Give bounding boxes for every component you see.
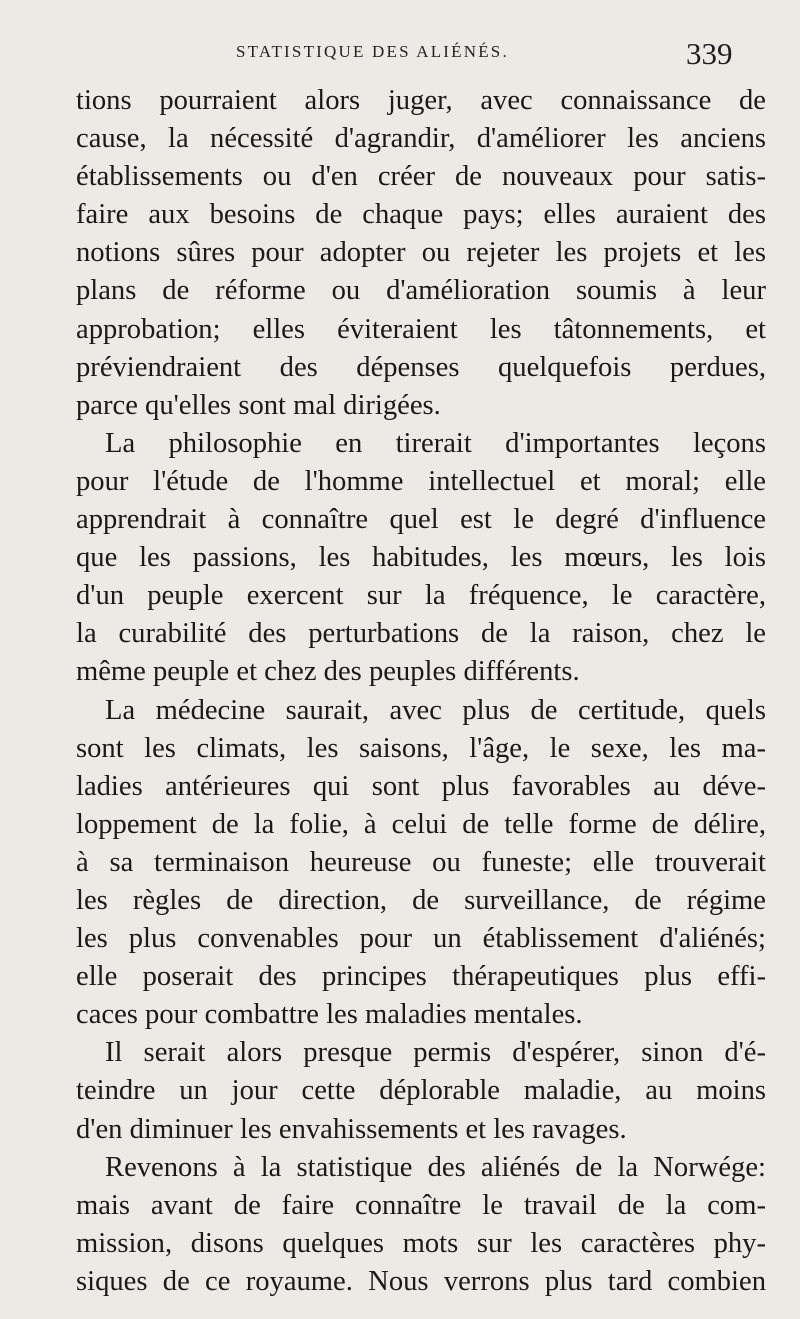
text-line: approbation; elles éviteraient les tâtonnements, et (76, 313, 766, 345)
text-line: siques de ce royaume. Nous verrons plus tard combien (76, 1265, 766, 1297)
text-line: à sa terminaison heureuse ou funeste; elle trouverait (76, 846, 766, 878)
text-line: faire aux besoins de chaque pays; elles auraient des (76, 199, 766, 231)
text-line: sont les climats, les saisons, l'âge, le sexe, les ma- (76, 732, 766, 764)
text-line: les règles de direction, de surveillance, de régime (76, 884, 766, 916)
text-line: tions pourraient alors juger, avec connaissance de (76, 85, 766, 116)
text-line: pour l'étude de l'homme intellectuel et moral; elle (76, 465, 766, 497)
running-head: STATISTIQUE DES ALIÉNÉS. (236, 42, 509, 61)
text-line: caces pour combattre les maladies mentales. (76, 999, 583, 1031)
body-text (76, 82, 766, 1301)
text-line: apprendrait à connaître quel est le degré d'influence (76, 504, 766, 536)
text-line: d'un peuple exercent sur la fréquence, le caractère, (76, 580, 766, 612)
text-line: teindre un jour cette déplorable maladie, au moins (76, 1075, 766, 1107)
text-line: La philosophie en tirerait d'importantes leçons (105, 427, 766, 459)
text-line: mais avant de faire connaître le travail de la com- (76, 1189, 766, 1221)
text-line: parce qu'elles sont mal dirigées. (76, 389, 441, 421)
text-line: préviendraient des dépenses quelquefois perdues, (76, 351, 766, 383)
text-line: Il serait alors presque permis d'espérer, sinon d'é- (105, 1037, 766, 1069)
text-line: cause, la nécessité d'agrandir, d'améliorer les anciens (76, 123, 766, 155)
text-line: Revenons à la statistique des aliénés de la Norwége: (105, 1151, 766, 1183)
text-line: les plus convenables pour un établissement d'aliénés; (76, 923, 766, 955)
text-line: notions sûres pour adopter ou rejeter les projets et les (76, 237, 766, 269)
text-line: plans de réforme ou d'amélioration soumis à leur (76, 275, 766, 307)
text-line: la curabilité des perturbations de la raison, chez le (76, 618, 766, 650)
text-line: établissements ou d'en créer de nouveaux pour satis- (76, 161, 766, 193)
page-header (0, 38, 800, 78)
text-line: même peuple et chez des peuples différents. (76, 656, 580, 688)
text-line: ladies antérieures qui sont plus favorables au déve- (76, 770, 766, 802)
page-number: 339 (686, 36, 733, 71)
text-line: mission, disons quelques mots sur les caractères phy- (76, 1227, 766, 1259)
text-line: d'en diminuer les envahissements et les ravages. (76, 1113, 627, 1145)
text-line: loppement de la folie, à celui de telle forme de délire, (76, 808, 766, 840)
text-line: La médecine saurait, avec plus de certitude, quels (105, 694, 766, 726)
text-line: que les passions, les habitudes, les mœurs, les lois (76, 542, 766, 574)
text-line: elle poserait des principes thérapeutiques plus effi- (76, 961, 766, 993)
